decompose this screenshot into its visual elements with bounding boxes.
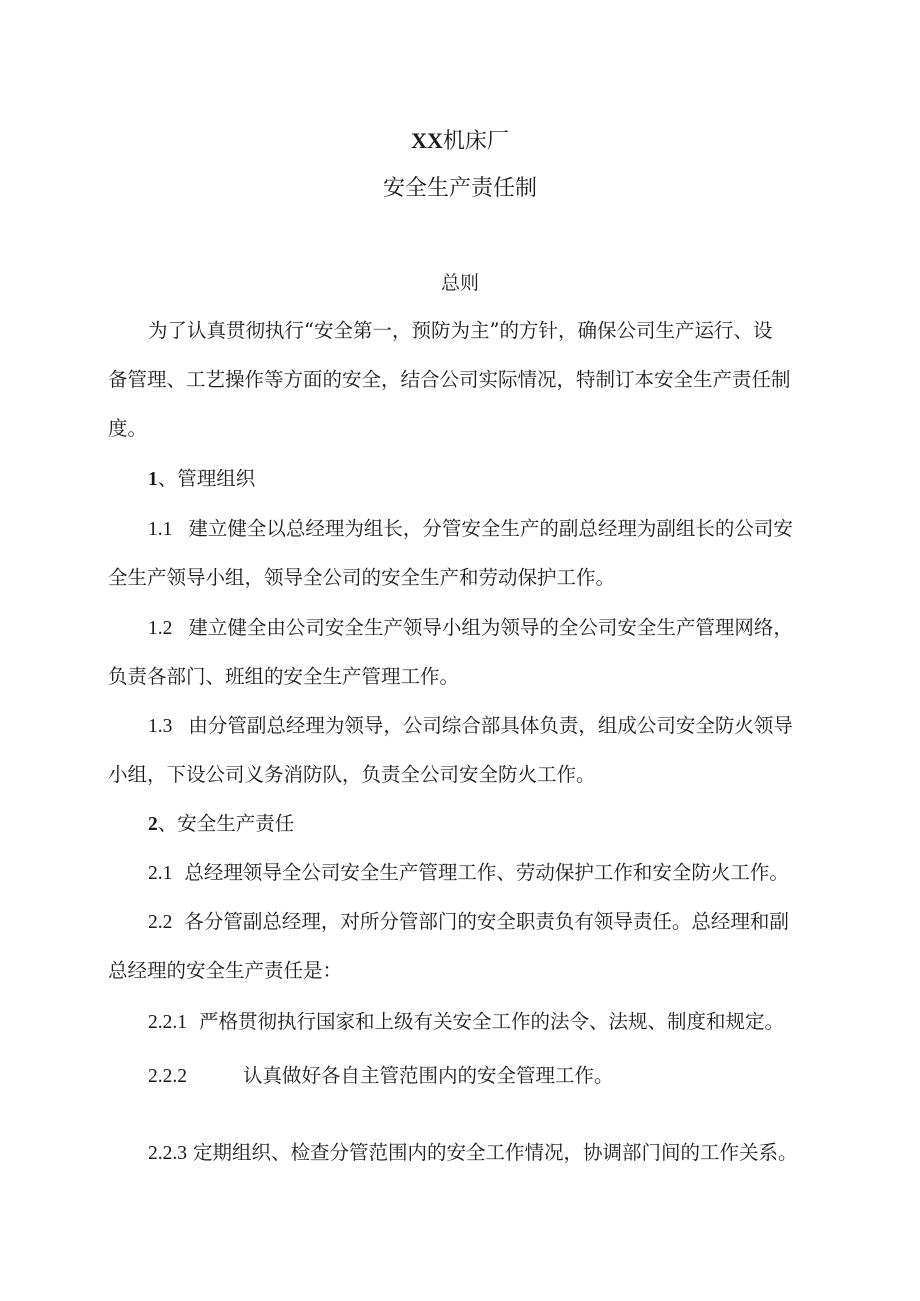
document-title bbox=[0, 127, 920, 156]
item-2-2 bbox=[148, 909, 789, 936]
intro-line-1: 为了认真贯彻执行“安全第一，预防为主”的方针，确保公司生产运行、设 bbox=[148, 319, 773, 342]
item-1-2 bbox=[148, 615, 793, 642]
item-2-2-3-number: 2.2.3 bbox=[148, 1143, 187, 1164]
title-rest: 机床厂 bbox=[442, 129, 509, 154]
item-2-1-line-1: 总经理领导全公司安全生产管理工作、劳动保护工作和安全防火工作。 bbox=[184, 861, 789, 884]
item-2-1-number: 2.1 bbox=[148, 863, 173, 884]
section-2-number: 2 bbox=[148, 814, 158, 835]
item-1-3 bbox=[148, 713, 793, 740]
item-2-2-1 bbox=[148, 1009, 784, 1036]
item-2-2-1-number: 2.2.1 bbox=[148, 1012, 187, 1033]
title-prefix: XX bbox=[411, 128, 443, 153]
item-2-2-1-line-1: 严格贯彻执行国家和上级有关安全工作的法令、法规、制度和规定。 bbox=[199, 1010, 785, 1033]
item-2-2-number: 2.2 bbox=[148, 912, 173, 933]
section-2-title: 、安全生产责任 bbox=[157, 812, 295, 835]
item-1-2-number: 1.2 bbox=[148, 618, 173, 639]
item-2-1 bbox=[148, 860, 789, 887]
item-1-2-line-2: 负责各部门、班组的安全生产管理工作。 bbox=[108, 665, 460, 688]
item-1-1 bbox=[148, 516, 793, 543]
item-1-1-line-1: 建立健全以总经理为组长，分管安全生产的副总经理为副组长的公司安 bbox=[188, 517, 793, 540]
item-1-3-line-1: 由分管副总经理为领导，公司综合部具体负责，组成公司安全防火领导 bbox=[188, 714, 793, 737]
item-2-2-2-number: 2.2.2 bbox=[148, 1066, 187, 1087]
item-1-3-number: 1.3 bbox=[148, 716, 173, 737]
item-1-1-line-2: 全生产领导小组，领导全公司的安全生产和劳动保护工作。 bbox=[108, 566, 616, 589]
section-1-number: 1 bbox=[148, 469, 158, 490]
item-2-2-line-1: 各分管副总经理，对所分管部门的安全职责负有领导责任。总经理和副 bbox=[184, 910, 789, 933]
intro-line-2: 备管理、工艺操作等方面的安全，结合公司实际情况，特制订本安全生产责任制 bbox=[108, 368, 791, 391]
item-2-2-3-line-1: 定期组织、检查分管范围内的安全工作情况，协调部门间的工作关系。 bbox=[193, 1141, 798, 1164]
item-1-1-number: 1.1 bbox=[148, 519, 173, 540]
general-heading: 总则 bbox=[440, 272, 479, 294]
item-2-2-3 bbox=[148, 1140, 798, 1167]
section-1-heading bbox=[148, 466, 255, 493]
document-subtitle: 安全生产责任制 bbox=[382, 176, 537, 201]
intro-line-3: 度。 bbox=[108, 417, 148, 440]
item-2-2-2-line-1: 认真做好各自主管范围内的安全管理工作。 bbox=[243, 1064, 614, 1087]
item-2-2-2 bbox=[148, 1063, 614, 1090]
item-2-2-line-2: 总经理的安全生产责任是： bbox=[108, 959, 343, 982]
item-1-2-line-1: 建立健全由公司安全生产领导小组为领导的全公司安全生产管理网络， bbox=[188, 616, 793, 639]
section-1-title: 、管理组织 bbox=[157, 467, 256, 490]
section-2-heading bbox=[148, 811, 294, 838]
item-1-3-line-2: 小组，下设公司义务消防队，负责全公司安全防火工作。 bbox=[108, 763, 596, 786]
